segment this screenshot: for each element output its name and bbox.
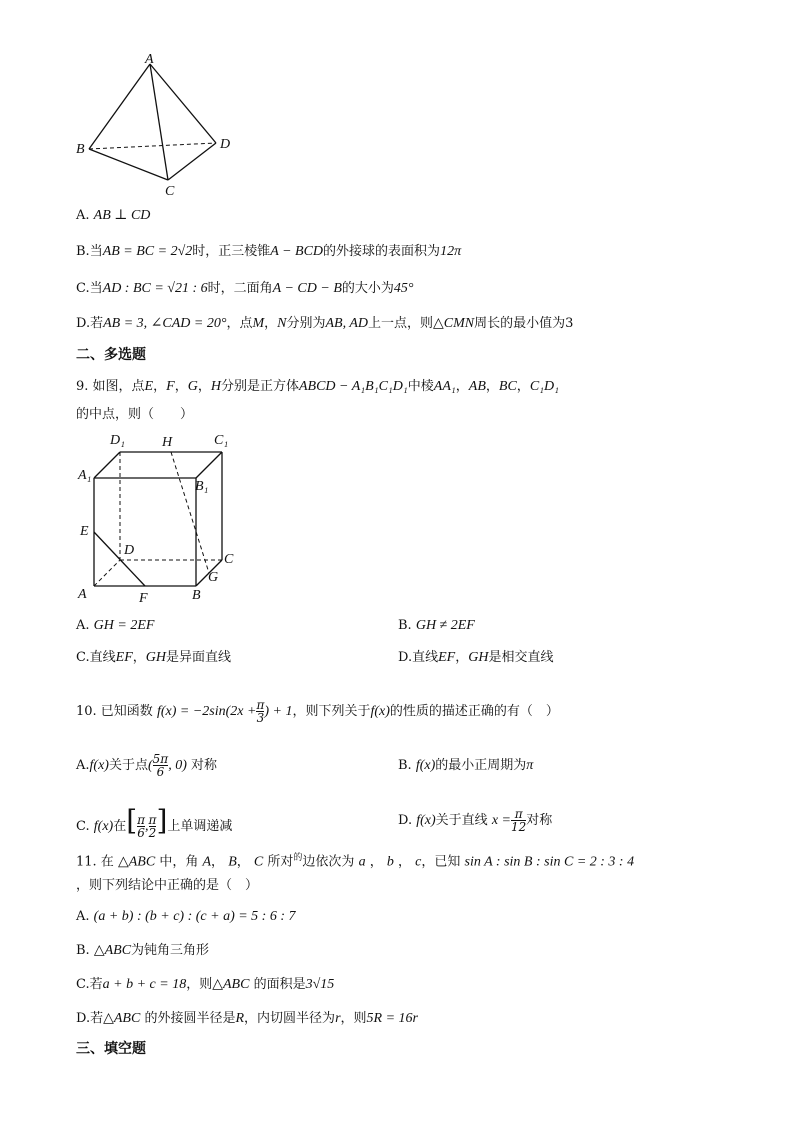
math: A − BCD [270,244,324,259]
text: 为钝角三角形 [131,943,210,958]
math: G [187,379,198,394]
vertex-label-c: C [165,184,175,199]
q9-stem [76,378,559,396]
option-letter: A. [76,758,90,773]
math: (a + b) : (b + c) : (c + a) = 5 : 6 : 7 [93,909,296,924]
q10-option-d [398,804,552,838]
text: ， [369,854,383,870]
denominator: 12 [511,820,527,834]
cube-label-f: F [139,591,148,606]
text: ， [236,854,250,870]
text: ， [264,316,278,331]
math: EF [438,650,456,665]
text: ，则下列关于 [292,704,371,719]
denominator: 3 [256,711,265,725]
q10-stem [76,696,559,728]
math: 3√15 [305,977,335,992]
math: π [526,758,534,773]
text: ，则 [340,1011,367,1026]
text: 对称 [191,758,218,773]
q8-option-a [76,207,150,225]
text: 是相交直线 [488,650,554,665]
denominator: 6 [156,765,165,779]
math: b [386,854,394,870]
section-heading-fill-in: 三、填空题 [76,1041,146,1057]
math: 5R = 16r [366,1011,418,1026]
math: AB, AD [325,316,369,331]
text: 时，正三棱锥 [192,244,271,259]
text: ， [132,650,146,665]
q11-stem-line2: ，则下列结论中正确的是（ ） [76,878,259,893]
option-letter: C. [76,977,90,992]
math: AD : BC = √21 : 6 [102,281,208,296]
fraction-5pi-over-6 [153,753,169,778]
math: GH [145,650,166,665]
math: AB [468,379,486,394]
text: ， [153,379,167,394]
text: 的外接圆半径是 [144,1011,236,1026]
text: 关于点 [108,758,148,773]
q10-option-a [76,750,217,782]
option-letter: D. [398,813,413,828]
numerator: π [137,813,146,827]
text: 关于直线 [435,813,488,828]
text: 的最小正周期为 [435,758,527,773]
option-letter: B. [76,244,90,259]
math: C [253,854,264,870]
math: EF [115,650,133,665]
math: △ABC [93,943,132,958]
interval-bracket-open: [ [126,804,138,837]
math: f(x) [93,819,114,834]
text: ，内切圆半径为 [244,1011,336,1026]
cube-label-b: B [192,588,201,603]
math: M [252,316,265,331]
math: A [202,854,212,870]
fraction-pi-over-6 [137,814,145,839]
cube-label-d: D [124,543,135,558]
option-letter: D. [398,650,413,665]
text: 直线 [412,650,439,665]
text: ，已知 [421,854,461,870]
text: 当 [89,281,103,296]
math: AB = 3, ∠CAD = 20° [103,316,227,331]
text: 的大小为 [341,281,394,296]
math: N [277,316,287,331]
math: x = [491,813,511,828]
text: 对称 [526,813,553,828]
q11-option-b [76,942,209,960]
numerator: 5π [152,752,169,766]
text: 周长的最小值为3 [474,316,574,331]
text: 所对 [267,854,294,870]
q9-option-b [398,617,475,635]
q11-option-d [76,1010,418,1028]
text: 11. 在 [76,854,114,870]
option-letter: D. [76,316,91,331]
tetrahedron-figure [60,50,320,210]
text: ， [455,379,469,394]
option-letter: A. [76,909,90,924]
math: f(x) [415,758,436,773]
text: 若 [89,977,103,992]
interval-bracket-close: ] [156,804,168,837]
option-letter: C. [76,281,90,296]
text: ， [485,379,499,394]
text: ， [211,854,225,870]
cube-label-a1: A₁ [78,468,92,483]
math: GH ≠ 2EF [415,618,475,633]
vertex-label-d: D [220,137,231,152]
text: ， [197,379,211,394]
vertex-label-b: B [76,142,85,157]
cube-label-c1: C₁ [214,433,229,448]
math: , [145,819,149,834]
q8-option-c [76,280,414,298]
math: a + b + c = 18 [102,977,187,992]
math: AB ⊥ CD [93,208,151,223]
q9-option-d [398,649,553,667]
function-expression-end: ) + 1 [264,704,293,719]
math: f(x) [416,813,436,828]
text: 上单调递减 [167,819,233,834]
math: C₁D₁ [529,379,559,394]
text: 的性质的描述正确的有（ ） [389,704,559,719]
math: F [166,379,175,394]
text: 分别是正方体 [220,379,299,394]
text: 的 [293,853,303,863]
q9-option-c [76,649,231,667]
math: f(x) [370,704,390,719]
text: 当 [89,244,103,259]
cube-label-c: C [224,552,234,567]
section-heading-multiple-choice: 二、多选题 [76,347,146,363]
cube-label-h: H [162,435,173,450]
text: 直线 [89,650,116,665]
fraction-pi-over-12 [511,808,526,833]
option-letter: B. [398,758,412,773]
math: , 0) [168,758,187,773]
denominator: 6 [137,826,145,840]
math: GH = 2EF [93,618,155,633]
text: 若 [90,316,104,331]
option-letter: A. [76,208,90,223]
text: 的外接球的表面积为 [323,244,441,259]
text: 9. 如图，点 [76,379,145,394]
math: 45° [393,281,414,296]
q10-option-c [76,804,232,844]
math: △ABC [103,1011,141,1026]
math: ABCD − A₁B₁C₁D₁ [298,379,408,394]
numerator: π [148,813,157,827]
text: ，则 [186,977,213,992]
math: △CMN [433,316,475,331]
cube-figure [80,440,260,620]
math: △ABC [117,854,156,870]
option-letter: C. [76,819,90,834]
cube-label-d1: D₁ [110,433,125,448]
q9-stem-line2: 的中点，则（ ） [76,407,194,422]
math: A − CD − B [272,281,342,296]
math: E [144,379,154,394]
q8-option-b [76,243,461,261]
function-expression: f(x) = −2sin(2x + [156,704,257,719]
math: R [235,1011,245,1026]
math: c [415,854,422,870]
text: ， [516,379,530,394]
q10-option-b [398,750,533,782]
math: BC [498,379,517,394]
math: △ABC [212,977,250,992]
q11-option-a [76,908,296,926]
text: ， [455,650,469,665]
text: ， [174,379,188,394]
math: ( [147,758,153,773]
text: 10. 已知函数 [76,704,153,719]
math: r [335,1011,341,1026]
numerator: π [511,808,526,821]
text: 的面积是 [253,977,306,992]
numerator: π [256,698,265,712]
text: 中，角 [159,854,199,870]
q11-option-c [76,976,334,994]
text: 分别为 [286,316,326,331]
text: 若 [90,1011,104,1026]
cube-label-g: G [208,570,219,585]
text: 上一点，则 [368,316,434,331]
math: f(x) [89,758,109,773]
option-letter: B. [398,618,412,633]
math: GH [468,650,489,665]
option-letter: D. [76,1011,91,1026]
q9-option-a [76,617,154,635]
math: sin A : sin B : sin C = 2 : 3 : 4 [464,854,635,870]
math: AB = BC = 2√2 [102,244,193,259]
q11-stem [76,849,634,871]
text: ， [398,854,412,870]
cube-label-e: E [80,524,89,539]
vertex-label-a: A [145,52,154,67]
text: 中棱 [407,379,434,394]
text: 时，二面角 [207,281,273,296]
math: AA₁ [433,379,456,394]
text: 是异面直线 [166,650,232,665]
math: a [358,854,366,870]
text: 边依次为 [302,854,355,870]
option-letter: C. [76,650,90,665]
cube-label-b1: B₁ [195,479,209,494]
math: H [210,379,221,394]
denominator: 2 [148,826,157,840]
math: B [228,854,237,870]
option-letter: A. [76,618,90,633]
option-letter: B. [76,943,90,958]
q8-option-d [76,315,573,333]
cube-label-a: A [78,587,87,602]
text: 在 [113,819,127,834]
math: 12π [440,244,462,259]
text: ，点 [226,316,253,331]
